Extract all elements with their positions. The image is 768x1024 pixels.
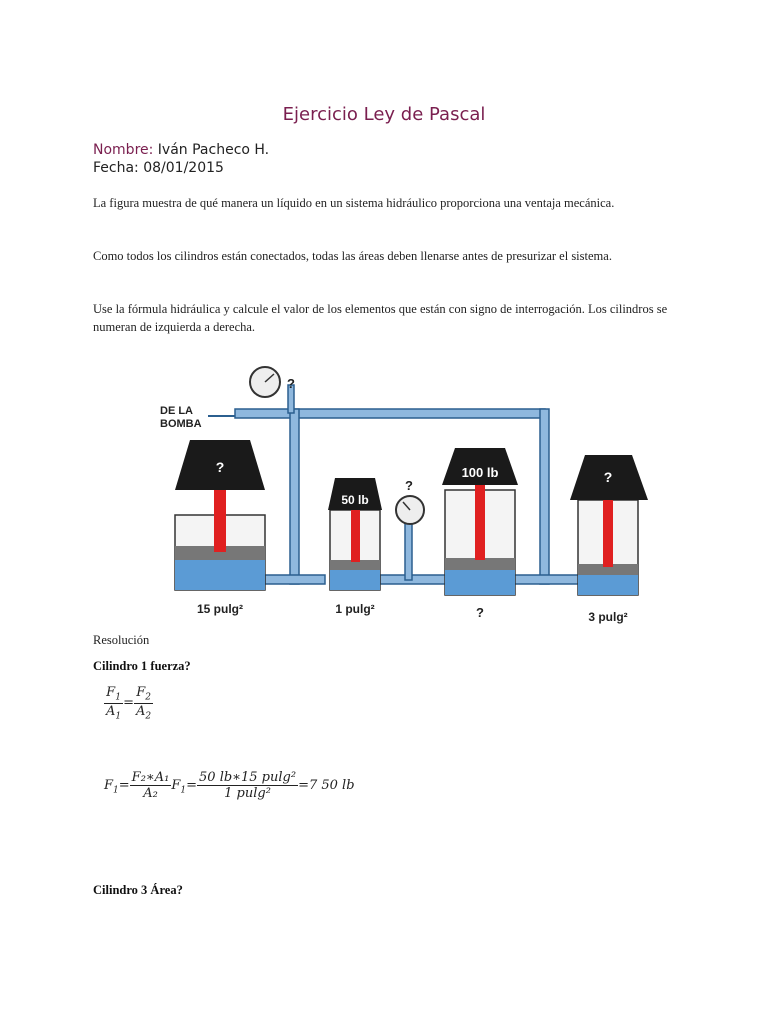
cylinder-2-area-label: 1 pulg² [335,602,375,616]
date-line [93,160,224,176]
hydraulic-system-diagram [150,360,660,625]
cylinder-1 [175,440,265,616]
fraction-f2-a2: $\frac{F_2}{A_2}$ [136,685,152,722]
gauge-top-label: ? [287,376,295,391]
cylinder-3-weight-label: 100 lb [461,465,499,480]
resolution-label: Resolución [93,633,150,647]
fraction-formula: $\frac{\text{F₂∗A₁}}{\text{A₂}}$ [131,770,170,801]
name-label: Nombre: [93,142,154,158]
paragraph-2: Como todos los cilindros están conectados, todas las áreas deben llenarse antes de presurizar el sistema. [93,249,612,263]
paragraph-3: Use la fórmula hidráulica y calcule el valor de los elementos que están con signo de interrogación. Los cilindros se numeran de izquierda a derecha. [93,302,668,334]
cylinder-4-area-label: 3 pulg² [588,610,628,624]
cylinder-1-weight-label: ? [215,459,225,475]
cylinder-1-area-label: 15 pulg² [196,602,244,616]
paragraph-1: La figura muestra de qué manera un líquido en un sistema hidráulico proporciona una ventaja mecánica. [93,196,615,210]
equation-solution: $F_1=$ $\frac{\text{F₂∗A₁}}{\text{A₂}}$ $F_1=$ $\frac{\text{50 lb∗15 pulg²}}{\text{1 pulg²}}$ =7 50 lb [104,770,355,801]
name-value: Iván Pacheco H. [157,142,270,158]
fraction-f1-a1: $\frac{F_1}{A_1}$ [106,685,122,722]
cylinder-2 [328,478,382,616]
cylinder-3 [442,448,518,620]
cylinder-4 [570,455,648,624]
equation-result: =7 50 lb [298,778,355,793]
heading-cylinder-3: Cilindro 3 Área? [93,883,183,897]
cylinder-3-area-label: ? [476,605,484,620]
fraction-values: $\frac{\text{50 lb∗15 pulg²}}{\text{1 pulg²}}$ [199,770,297,801]
pump-label-2: BOMBA [160,418,202,430]
cylinder-2-weight-label: 50 lb [341,493,369,507]
pump-label-1: DE LA [160,405,193,417]
equation-ratio: $\frac{F_1}{A_1}$ = $\frac{F_2}{A_2}$ [106,685,152,722]
date-value: 08/01/2015 [143,160,224,176]
document-title: Ejercicio Ley de Pascal [282,104,486,125]
cylinder-4-weight-label: ? [603,469,613,485]
date-label: Fecha: [93,160,139,176]
name-line [93,142,269,158]
gauge-middle-label: ? [405,478,413,493]
heading-cylinder-1: Cilindro 1 fuerza? [93,659,191,673]
